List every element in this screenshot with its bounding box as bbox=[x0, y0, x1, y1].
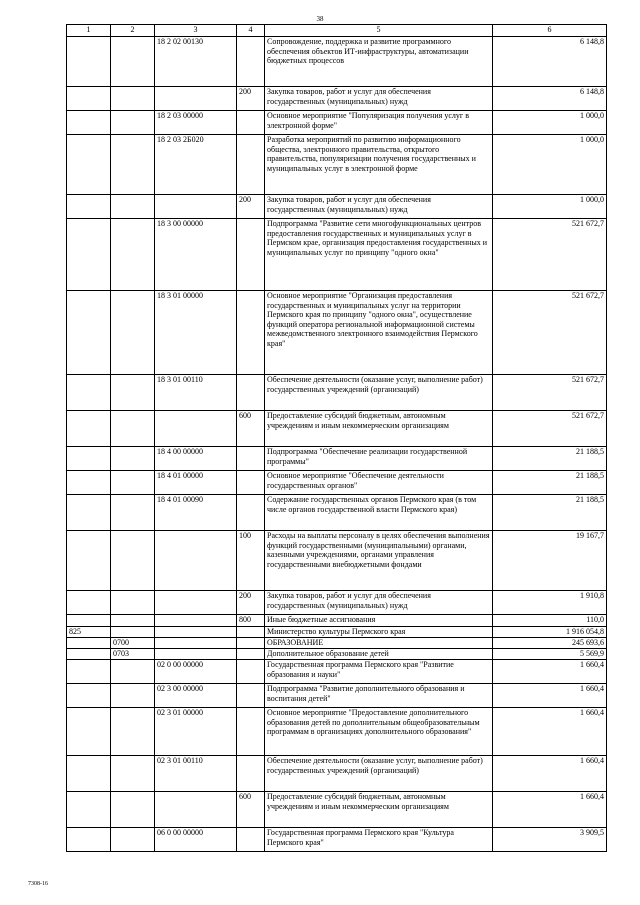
subsection-code-cell bbox=[111, 291, 155, 375]
section-code-cell bbox=[67, 447, 111, 471]
target-article-cell bbox=[155, 615, 237, 627]
target-article-cell: 18 2 03 00000 bbox=[155, 111, 237, 135]
table-row bbox=[67, 708, 607, 756]
expense-type-cell bbox=[237, 471, 265, 495]
table-row bbox=[67, 219, 607, 291]
table-row bbox=[67, 660, 607, 684]
section-code-cell bbox=[67, 135, 111, 195]
amount-cell: 1 660,4 bbox=[493, 684, 607, 708]
section-code-cell bbox=[67, 638, 111, 649]
amount-cell: 1 000,0 bbox=[493, 135, 607, 195]
description-cell: Основное мероприятие "Популяризация получения услуг в электронной форме" bbox=[265, 111, 493, 135]
section-code-cell bbox=[67, 375, 111, 411]
subsection-code-cell bbox=[111, 87, 155, 111]
subsection-code-cell bbox=[111, 135, 155, 195]
subsection-code-cell bbox=[111, 447, 155, 471]
target-article-cell bbox=[155, 591, 237, 615]
table-row bbox=[67, 638, 607, 649]
table-row bbox=[67, 87, 607, 111]
expense-type-cell bbox=[237, 828, 265, 852]
subsection-code-cell bbox=[111, 531, 155, 591]
target-article-cell: 06 0 00 00000 bbox=[155, 828, 237, 852]
header-col-1: 1 bbox=[67, 25, 111, 37]
subsection-code-cell: 0703 bbox=[111, 649, 155, 660]
table-row bbox=[67, 135, 607, 195]
description-cell: Предоставление субсидий бюджетным, автономным учреждениям и иным некоммерческим организациям bbox=[265, 411, 493, 447]
description-cell: Основное мероприятие "Обеспечение деятельности государственных органов" bbox=[265, 471, 493, 495]
table-row bbox=[67, 531, 607, 591]
expense-type-cell: 200 bbox=[237, 195, 265, 219]
target-article-cell: 18 4 01 00000 bbox=[155, 471, 237, 495]
expense-type-cell: 200 bbox=[237, 591, 265, 615]
expense-type-cell bbox=[237, 111, 265, 135]
expense-type-cell bbox=[237, 684, 265, 708]
section-code-cell bbox=[67, 195, 111, 219]
table-row bbox=[67, 37, 607, 87]
subsection-code-cell bbox=[111, 195, 155, 219]
subsection-code-cell: 0700 bbox=[111, 638, 155, 649]
section-code-cell bbox=[67, 708, 111, 756]
amount-cell: 6 148,8 bbox=[493, 87, 607, 111]
expense-type-cell bbox=[237, 291, 265, 375]
amount-cell: 21 188,5 bbox=[493, 447, 607, 471]
amount-cell: 521 672,7 bbox=[493, 411, 607, 447]
target-article-cell bbox=[155, 638, 237, 649]
target-article-cell: 18 2 02 00130 bbox=[155, 37, 237, 87]
section-code-cell bbox=[67, 828, 111, 852]
description-cell: Подпрограмма "Развитие дополнительного образования и воспитания детей" bbox=[265, 684, 493, 708]
table-row bbox=[67, 591, 607, 615]
subsection-code-cell bbox=[111, 660, 155, 684]
table-row bbox=[67, 792, 607, 828]
target-article-cell: 18 3 01 00110 bbox=[155, 375, 237, 411]
target-article-cell: 02 3 01 00110 bbox=[155, 756, 237, 792]
expense-type-cell: 600 bbox=[237, 411, 265, 447]
table-row bbox=[67, 615, 607, 627]
footer-code: 7308-16 bbox=[28, 881, 48, 887]
section-code-cell bbox=[67, 411, 111, 447]
table-row bbox=[67, 375, 607, 411]
section-code-cell bbox=[67, 531, 111, 591]
amount-cell: 1 000,0 bbox=[493, 195, 607, 219]
amount-cell: 6 148,8 bbox=[493, 37, 607, 87]
subsection-code-cell bbox=[111, 495, 155, 531]
description-cell: Подпрограмма "Обеспечение реализации государственной программы" bbox=[265, 447, 493, 471]
expense-type-cell bbox=[237, 649, 265, 660]
amount-cell: 521 672,7 bbox=[493, 375, 607, 411]
table-row bbox=[67, 291, 607, 375]
target-article-cell: 18 3 00 00000 bbox=[155, 219, 237, 291]
amount-cell: 1 660,4 bbox=[493, 708, 607, 756]
expense-type-cell bbox=[237, 627, 265, 638]
amount-cell: 5 569,9 bbox=[493, 649, 607, 660]
description-cell: Содержание государственных органов Пермского края (в том числе органов государственной власти Пермского края) bbox=[265, 495, 493, 531]
target-article-cell: 18 4 01 00090 bbox=[155, 495, 237, 531]
header-row bbox=[67, 25, 607, 37]
subsection-code-cell bbox=[111, 756, 155, 792]
description-cell: Иные бюджетные ассигнования bbox=[265, 615, 493, 627]
target-article-cell: 18 3 01 00000 bbox=[155, 291, 237, 375]
section-code-cell bbox=[67, 684, 111, 708]
description-cell: Обеспечение деятельности (оказание услуг, выполнение работ) государственных учреждений (организаций) bbox=[265, 756, 493, 792]
amount-cell: 21 188,5 bbox=[493, 471, 607, 495]
expense-type-cell bbox=[237, 756, 265, 792]
section-code-cell bbox=[67, 756, 111, 792]
expense-type-cell bbox=[237, 638, 265, 649]
description-cell: Сопровождение, поддержка и развитие программного обеспечения объектов ИТ-инфраструктуры, автоматизации бюджетных процессов bbox=[265, 37, 493, 87]
target-article-cell bbox=[155, 792, 237, 828]
subsection-code-cell bbox=[111, 411, 155, 447]
section-code-cell bbox=[67, 471, 111, 495]
target-article-cell bbox=[155, 649, 237, 660]
table-row bbox=[67, 684, 607, 708]
subsection-code-cell bbox=[111, 37, 155, 87]
section-code-cell bbox=[67, 291, 111, 375]
subsection-code-cell bbox=[111, 591, 155, 615]
description-cell: Основное мероприятие "Предоставление дополнительного образования детей по дополнительным общеобразовательным программам в организациях дополнительного образования" bbox=[265, 708, 493, 756]
table-row bbox=[67, 627, 607, 638]
section-code-cell bbox=[67, 660, 111, 684]
subsection-code-cell bbox=[111, 828, 155, 852]
description-cell: Государственная программа Пермского края "Развитие образования и науки" bbox=[265, 660, 493, 684]
header-col-3: 3 bbox=[155, 25, 237, 37]
table-row bbox=[67, 195, 607, 219]
description-cell: Разработка мероприятий по развитию информационного общества, электронного правительства, открытого правительства, популяризации получения государственных и муниципальных услуг в электронной форме bbox=[265, 135, 493, 195]
description-cell: Закупка товаров, работ и услуг для обеспечения государственных (муниципальных) нужд bbox=[265, 87, 493, 111]
target-article-cell bbox=[155, 87, 237, 111]
section-code-cell bbox=[67, 219, 111, 291]
subsection-code-cell bbox=[111, 471, 155, 495]
amount-cell: 1 910,8 bbox=[493, 591, 607, 615]
expense-type-cell bbox=[237, 708, 265, 756]
description-cell: Предоставление субсидий бюджетным, автономным учреждениям и иным некоммерческим организациям bbox=[265, 792, 493, 828]
target-article-cell: 18 2 03 2Б020 bbox=[155, 135, 237, 195]
section-code-cell bbox=[67, 37, 111, 87]
table-row bbox=[67, 471, 607, 495]
header-col-4: 4 bbox=[237, 25, 265, 37]
section-code-cell bbox=[67, 649, 111, 660]
expense-type-cell bbox=[237, 495, 265, 531]
expense-type-cell bbox=[237, 375, 265, 411]
target-article-cell bbox=[155, 195, 237, 219]
expense-type-cell bbox=[237, 447, 265, 471]
section-code-cell bbox=[67, 792, 111, 828]
budget-table bbox=[66, 24, 607, 852]
amount-cell: 521 672,7 bbox=[493, 219, 607, 291]
amount-cell: 1 000,0 bbox=[493, 111, 607, 135]
subsection-code-cell bbox=[111, 627, 155, 638]
table-row bbox=[67, 447, 607, 471]
target-article-cell: 02 3 00 00000 bbox=[155, 684, 237, 708]
section-code-cell bbox=[67, 111, 111, 135]
description-cell: Подпрограмма "Развитие сети многофункциональных центров предоставления государственных и муниципальных услуг в Пермском крае, организация предоставления государственных и муниципальных услуг по принципу "одного окна" bbox=[265, 219, 493, 291]
subsection-code-cell bbox=[111, 111, 155, 135]
subsection-code-cell bbox=[111, 792, 155, 828]
subsection-code-cell bbox=[111, 684, 155, 708]
table-row bbox=[67, 649, 607, 660]
description-cell: Расходы на выплаты персоналу в целях обеспечения выполнения функций государственными (муниципальными) органами, казенными учреждениями, органами управления государственными внебюджетными фондами bbox=[265, 531, 493, 591]
amount-cell: 1 660,4 bbox=[493, 792, 607, 828]
description-cell: Закупка товаров, работ и услуг для обеспечения государственных (муниципальных) нужд bbox=[265, 591, 493, 615]
section-code-cell bbox=[67, 87, 111, 111]
section-code-cell bbox=[67, 495, 111, 531]
description-cell: ОБРАЗОВАНИЕ bbox=[265, 638, 493, 649]
subsection-code-cell bbox=[111, 708, 155, 756]
expense-type-cell bbox=[237, 219, 265, 291]
expense-type-cell: 800 bbox=[237, 615, 265, 627]
table-row bbox=[67, 756, 607, 792]
description-cell: Дополнительное образование детей bbox=[265, 649, 493, 660]
subsection-code-cell bbox=[111, 375, 155, 411]
amount-cell: 1 660,4 bbox=[493, 660, 607, 684]
description-cell: Обеспечение деятельности (оказание услуг, выполнение работ) государственных учреждений (организаций) bbox=[265, 375, 493, 411]
subsection-code-cell bbox=[111, 219, 155, 291]
amount-cell: 1 916 054,8 bbox=[493, 627, 607, 638]
expense-type-cell: 100 bbox=[237, 531, 265, 591]
description-cell: Закупка товаров, работ и услуг для обеспечения государственных (муниципальных) нужд bbox=[265, 195, 493, 219]
target-article-cell bbox=[155, 627, 237, 638]
table-body bbox=[67, 37, 607, 852]
expense-type-cell: 200 bbox=[237, 87, 265, 111]
table-row bbox=[67, 411, 607, 447]
section-code-cell bbox=[67, 591, 111, 615]
amount-cell: 21 188,5 bbox=[493, 495, 607, 531]
header-col-5: 5 bbox=[265, 25, 493, 37]
amount-cell: 521 672,7 bbox=[493, 291, 607, 375]
header-col-2: 2 bbox=[111, 25, 155, 37]
target-article-cell: 02 3 01 00000 bbox=[155, 708, 237, 756]
description-cell: Министерство культуры Пермского края bbox=[265, 627, 493, 638]
table-row bbox=[67, 828, 607, 852]
amount-cell: 19 167,7 bbox=[493, 531, 607, 591]
amount-cell: 3 909,5 bbox=[493, 828, 607, 852]
expense-type-cell: 600 bbox=[237, 792, 265, 828]
amount-cell: 110,0 bbox=[493, 615, 607, 627]
section-code-cell bbox=[67, 615, 111, 627]
section-code-cell: 825 bbox=[67, 627, 111, 638]
subsection-code-cell bbox=[111, 615, 155, 627]
expense-type-cell bbox=[237, 135, 265, 195]
header-col-6: 6 bbox=[493, 25, 607, 37]
expense-type-cell bbox=[237, 660, 265, 684]
target-article-cell: 18 4 00 00000 bbox=[155, 447, 237, 471]
table-row bbox=[67, 495, 607, 531]
table-row bbox=[67, 111, 607, 135]
target-article-cell: 02 0 00 00000 bbox=[155, 660, 237, 684]
target-article-cell bbox=[155, 411, 237, 447]
description-cell: Государственная программа Пермского края "Культура Пермского края" bbox=[265, 828, 493, 852]
description-cell: Основное мероприятие "Организация предоставления государственных и муниципальных услуг на территории Пермского края по принципу "одного окна", осуществление функций оператора региональной информационной системы межведомственного электронного взаимодействия Пермского края" bbox=[265, 291, 493, 375]
target-article-cell bbox=[155, 531, 237, 591]
amount-cell: 1 660,4 bbox=[493, 756, 607, 792]
page-number: 38 bbox=[316, 15, 324, 23]
amount-cell: 245 693,6 bbox=[493, 638, 607, 649]
expense-type-cell bbox=[237, 37, 265, 87]
